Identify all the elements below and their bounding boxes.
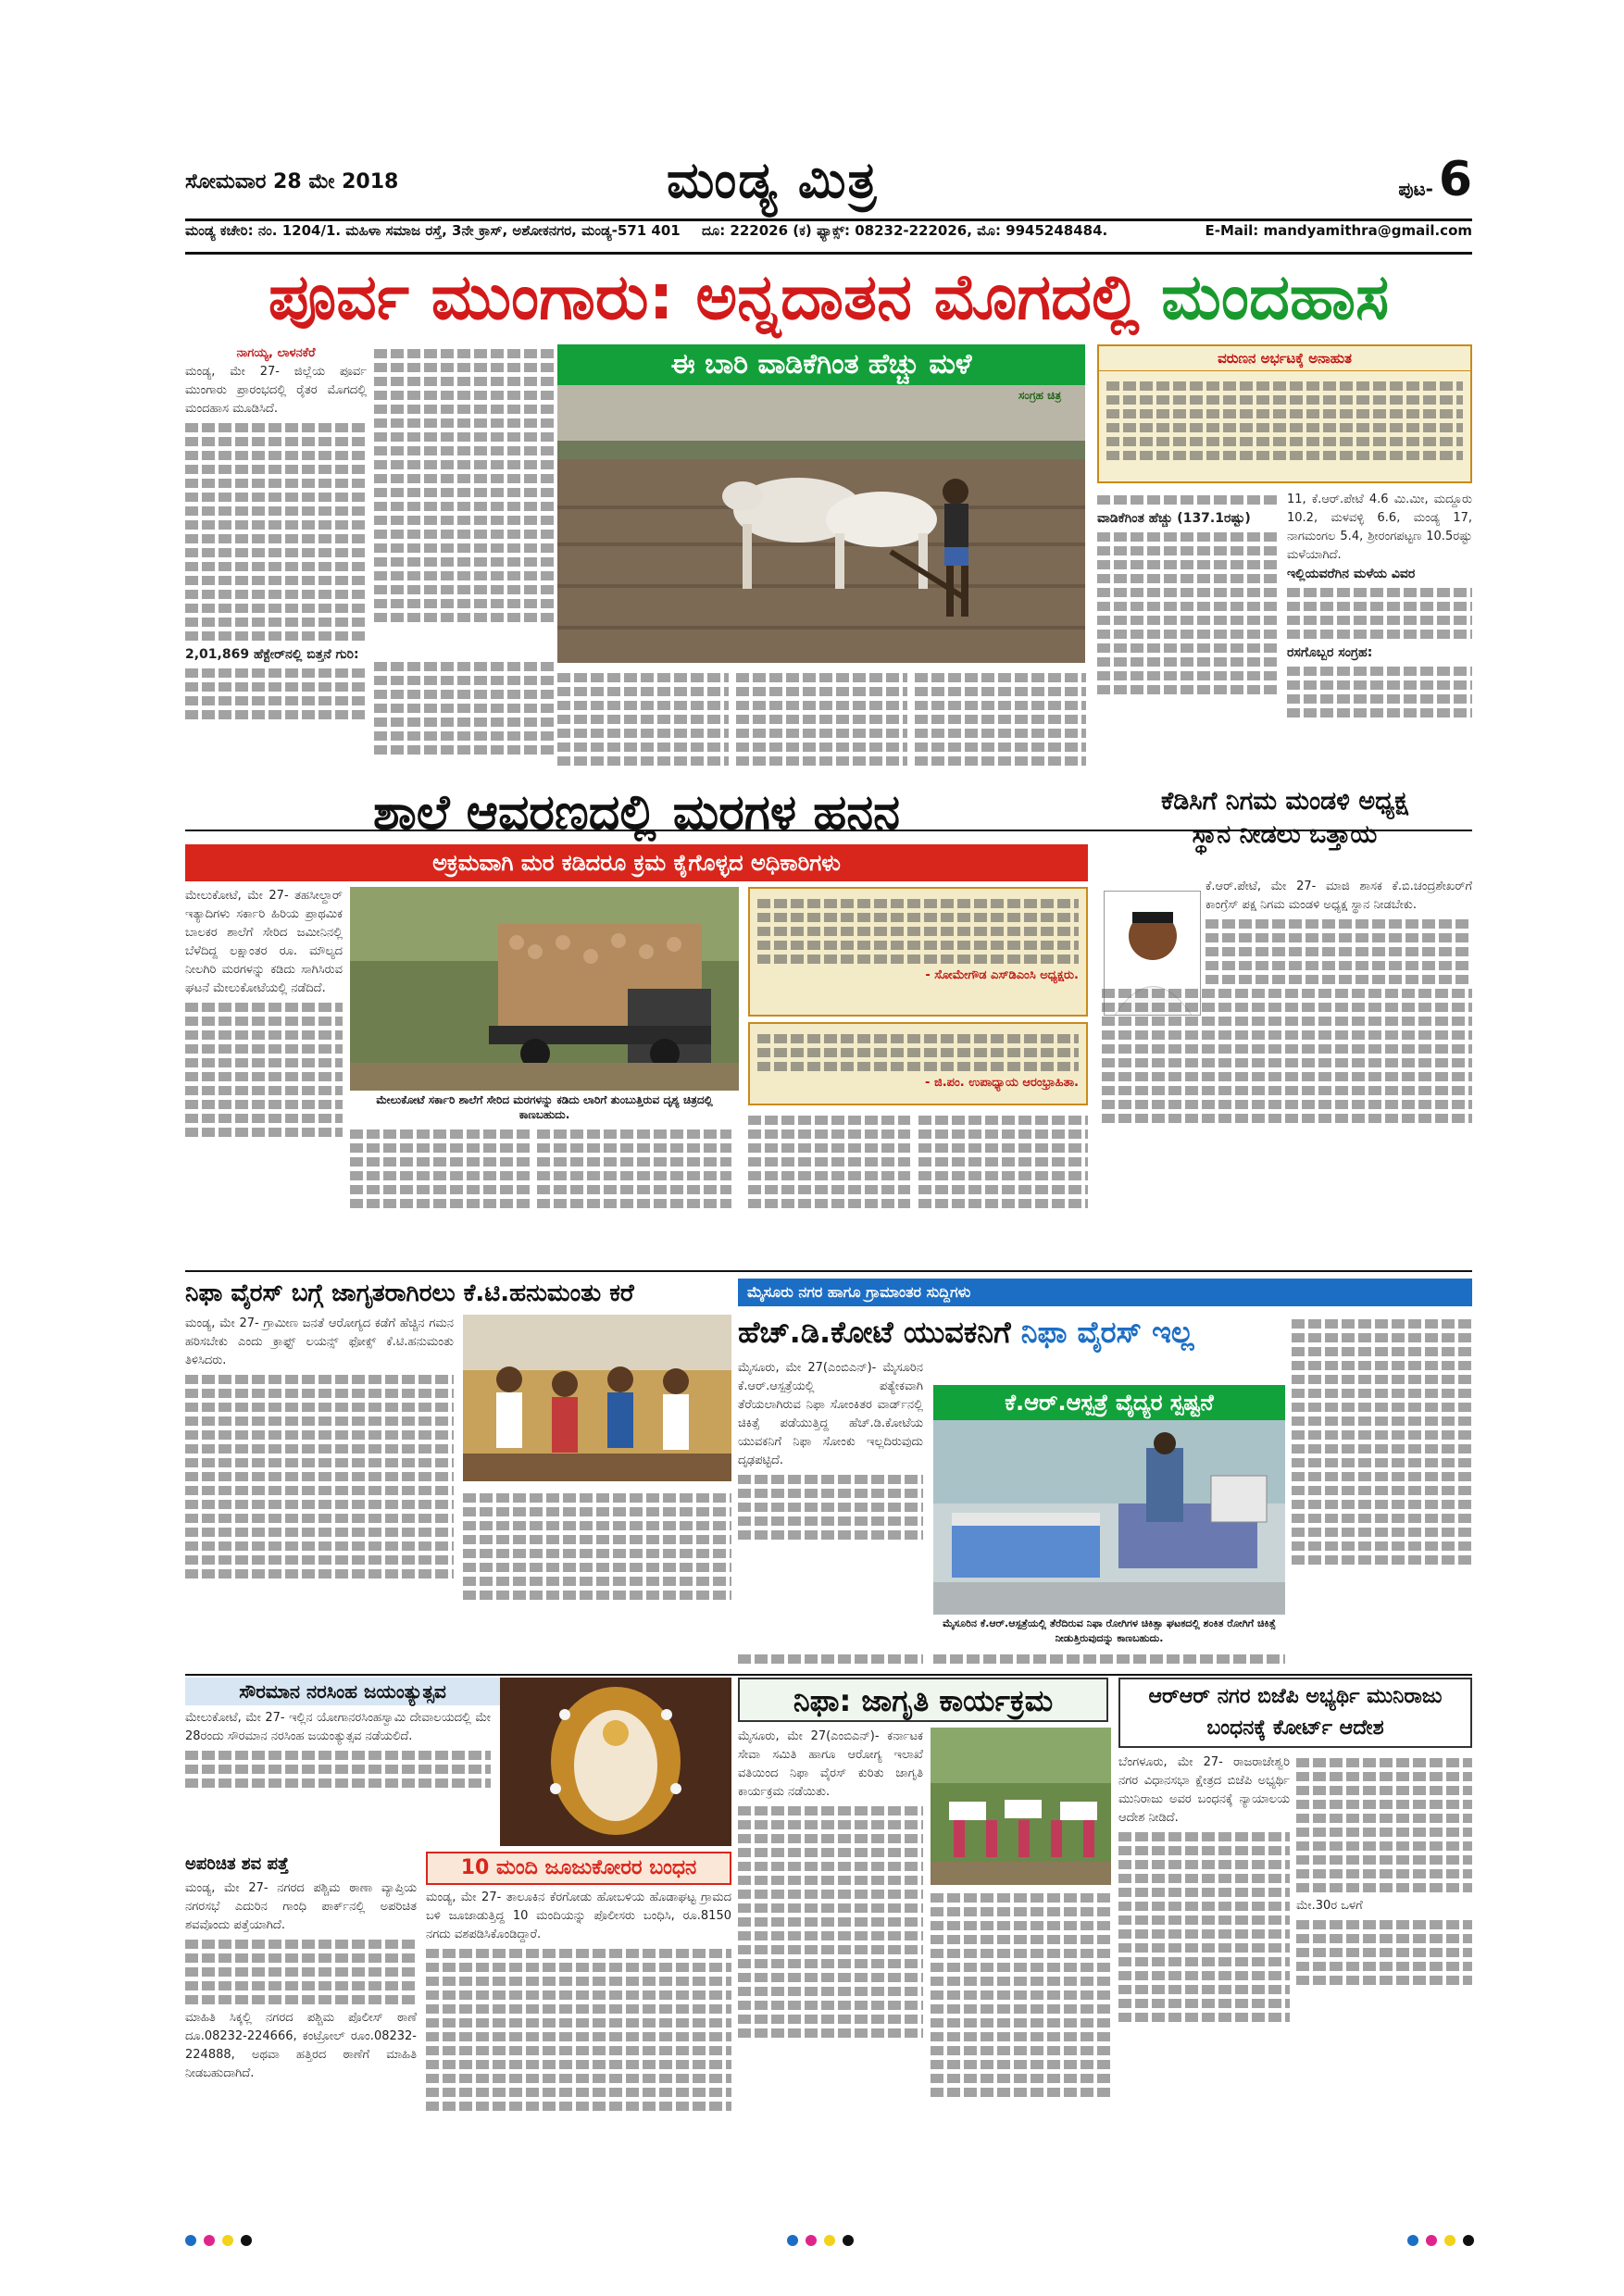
section-rule-2 <box>185 1270 1472 1272</box>
rr-nagar-lead: ಬೆಂಗಳೂರು, ಮೇ 27- ರಾಜರಾಜೇಶ್ವರಿ ನಗರ ವಿಧಾನಸಭಾ ಕ್ಷೇತ್ರದ ಬಿಜೆಪಿ ಅಭ್ಯರ್ಥಿ ಮುನಿರಾಜು ಅವರ ಬಂಧನಕ್ಕೆ ನ್ಯಾಯಾಲಯ ಆದೇಶ ನೀಡಿದೆ. <box>1118 1755 1290 1825</box>
nipah-awareness-col-2 <box>463 1489 731 1666</box>
address-bar <box>185 222 1472 250</box>
farmer-plough-photo <box>557 385 1085 663</box>
main-story-lead: ಮಂಡ್ಯ, ಮೇ 27- ಜಿಲ್ಲೆಯ ಪೂರ್ವ ಮುಂಗಾರು ಪ್ರಾರಂಭದಲ್ಲಿ ರೈತರ ಮೊಗದಲ್ಲಿ ಮಂದಹಾಸ ಮೂಡಿಸಿದೆ. <box>185 365 367 416</box>
hospital-ward-photo <box>933 1420 1285 1615</box>
narasimha-headline: ಸೌರಮಾನ ನರಸಿಂಹ ಜಯಂತ್ಯುತ್ಸವ <box>185 1678 500 1705</box>
office-email: E-Mail: mandyamithra@gmail.com <box>1205 222 1472 239</box>
narasimha-body <box>185 1709 491 1846</box>
unknown-body-contact: ಮಾಹಿತಿ ಸಿಕ್ಕಲ್ಲಿ ನಗರದ ಪಶ್ಚಿಮ ಪೊಲೀಸ್ ಠಾಣೆ ದೂ.08232-224666, ಕಂಟ್ರೋಲ್ ರೂಂ.08232-224888, ಅಥವಾ ಹತ್ತಿರದ ಠಾಣೆಗೆ ಮಾಹಿತಿ ನೀಡಬಹುದಾಗಿದೆ. <box>185 2011 417 2080</box>
logs-truck-caption: ಮೇಲುಕೋಟೆ ಸರ್ಕಾರಿ ಶಾಲೆಗೆ ಸೇರಿದ ಮರಗಳನ್ನು ಕಡಿದು ಲಾರಿಗೆ ತುಂಬುತ್ತಿರುವ ದೃಶ್ಯ ಚಿತ್ರದಲ್ಲಿ ಕಾಣಬಹುದು. <box>376 1093 713 1121</box>
nipah-rally-photo <box>931 1728 1111 1885</box>
registration-marks-left <box>185 2235 252 2246</box>
nipah-program-col-2 <box>931 1889 1111 2231</box>
tree-headline: ಶಾಲೆ ಆವರಣದಲ್ಲಿ ಮರಗಳ ಹನನ <box>372 785 901 841</box>
rain-damage-title: ವರುಣನ ಅರ್ಭಟಕ್ಕೆ ಅನಾಹುತ <box>1099 346 1470 371</box>
tree-story-col-5 <box>918 1111 1088 1264</box>
registration-marks-center <box>787 2235 854 2246</box>
hd-kote-col-1b <box>738 1650 923 1670</box>
newspaper-logo: ಮಂಡ್ಯ ಮಿತ್ರ <box>667 150 879 209</box>
rain-subhead: ವಾಡಿಕೆಗಿಂತ ಹೆಚ್ಚು (137.1ರಷ್ಟು) <box>1097 511 1251 526</box>
rr-nagar-date-note: ಮೇ.30ರ ಒಳಗೆ <box>1296 1899 1363 1913</box>
main-headline <box>185 261 1472 350</box>
gamblers-lead: ಮಂಡ್ಯ, ಮೇ 27- ತಾಲೂಕಿನ ಕೆರಗೋಡು ಹೋಬಳಿಯ ಹೊಡಾಘಟ್ಟ ಗ್ರಾಮದ ಬಳಿ ಜೂಜಾಡುತ್ತಿದ್ದ 10 ಮಂದಿಯನ್ನು ಪೊಲೀಸರು ಬಂಧಿಸಿ, ರೂ.8150 ನಗದು ವಶಪಡಿಸಿಕೊಂಡಿದ್ದಾರೆ. <box>426 1890 731 1941</box>
nipah-program-col-1 <box>738 1728 923 2231</box>
tree-subhead-bar: ಅಕ್ರಮವಾಗಿ ಮರ ಕಡಿದರೂ ಕ್ರಮ ಕೈಗೊಳ್ಳದ ಅಧಿಕಾರಿಗಳು <box>185 844 1088 881</box>
masthead <box>185 150 1472 220</box>
address-rule <box>185 252 1472 255</box>
office-address: ಮಂಡ್ಯ ಕಚೇರಿ: ನಂ. 1204/1. ಮಹಿಳಾ ಸಮಾಜ ರಸ್ತೆ, 3ನೇ ಕ್ರಾಸ್, ಅಶೋಕನಗರ, ಮಂಡ್ಯ-571 401 <box>185 222 681 239</box>
tree-quote-box-1 <box>748 887 1088 1017</box>
tree-story-col-4 <box>748 1111 910 1264</box>
rain-banner: ಈ ಬಾರಿ ವಾಡಿಕೆಗಿಂತ ಹೆಚ್ಚು ಮಳೆ <box>557 344 1085 385</box>
quote-2-author: - ಜಿ.ಪಂ. ಉಪಾಧ್ಯಾಯ ಆರಂಭ್ರಾಹಿತಾ. <box>925 1076 1079 1090</box>
tree-story-col-1 <box>185 887 343 1257</box>
hd-kote-col-1 <box>738 1359 923 1637</box>
main-headline-red: ಪೂರ್ವ ಮುಂಗಾರು: ಅನ್ನದಾತನ ಮೊಗದಲ್ಲಿ <box>268 261 1140 334</box>
tree-story-col-3 <box>537 1125 731 1264</box>
main-story-col-6 <box>1287 491 1472 824</box>
rr-nagar-col-2 <box>1296 1753 1472 2231</box>
section-rule-3 <box>185 1674 1472 1676</box>
tree-quote-box-2 <box>748 1022 1088 1105</box>
page-number: 6 <box>1438 152 1472 207</box>
office-phone: ದೂ: 222026 (ಕ) ಫ್ಯಾಕ್ಸ್: 08232-222026, ಮೊ: 9945248484. <box>701 222 1108 239</box>
rain-detail-subhead: ಇಲ್ಲಿಯವರೆಗಿನ ಮಳೆಯ ವಿವರ <box>1287 567 1416 581</box>
kdc-headline-line-1: ಕೆಡಿಸಿಗೆ ನಿಗಮ ಮಂಡಳಿ ಅಧ್ಯಕ್ಷ <box>1161 787 1408 816</box>
unknown-body-headline: ಅಪರಿಚಿತ ಶವ ಪತ್ತೆ <box>185 1854 289 1874</box>
masthead-rule <box>185 218 1472 221</box>
quote-1-author: - ಸೋಮೇಗೌಡ ಎಸ್‌ಡಿಎಂಸಿ ಅಧ್ಯಕ್ಷರು. <box>925 968 1079 982</box>
photo-credit: ಸಂಗ್ರಹ ಚಿತ್ರ <box>1018 389 1062 402</box>
main-story-body-1 <box>185 423 367 641</box>
logs-truck-photo <box>350 887 739 1091</box>
main-story-col-5 <box>1097 491 1278 824</box>
kdc-story-body <box>1102 878 1472 1262</box>
tree-story-col-2 <box>350 1125 531 1264</box>
tree-story-lead: ಮೇಲುಕೋಟೆ, ಮೇ 27- ತಹಸೀಲ್ದಾರ್ ಇತ್ಯಾದಿಗಳು ಸರ್ಕಾರಿ ಹಿರಿಯ ಪ್ರಾಥಮಿಕ ಬಾಲಕರ ಶಾಲೆಗೆ ಸೇರಿದ ಜಮೀನಿನಲ್ಲಿ ಬೆಳೆದಿದ್ದ ಲಕ್ಷಾಂತರ ರೂ. ಮೌಲ್ಯದ ನೀಲಗಿರಿ ಮರಗಳನ್ನು ಕಡಿದು ಸಾಗಿಸಿರುವ ಘಟನೆ ಮೇಲುಕೋಟೆಯಲ್ಲಿ ನಡೆದಿದೆ. <box>185 889 343 995</box>
kdc-story-lead: ಕೆ.ಆರ್.ಪೇಟೆ, ಮೇ 27- ಮಾಜಿ ಶಾಸಕ ಕೆ.ಬಿ.ಚಂದ್ರಶೇಖರ್‌ಗೆ ಕಾಂಗ್ರೆಸ್ ಪಕ್ಷ ನಿಗಮ ಮಂಡಳಿ ಅಧ್ಯಕ್ಷ ಸ್ಥಾನ ನೀಡಬೇಕು. <box>1206 880 1472 912</box>
mysuru-section-bar: ಮೈಸೂರು ನಗರ ಹಾಗೂ ಗ್ರಾಮಾಂತರ ಸುದ್ದಿಗಳು <box>738 1279 1472 1306</box>
rr-nagar-headline-line-1: ಆರ್‌ಆರ್ ನಗರ ಬಿಜೆಪಿ ಅಭ್ಯರ್ಥಿ ಮುನಿರಾಜು <box>1148 1685 1443 1708</box>
gamblers-headline: 10 ಮಂದಿ ಜೂಜುಕೋರರ ಬಂಧನ <box>426 1852 731 1885</box>
main-story-col-2 <box>374 344 556 650</box>
fertilizer-subhead: ರಸಗೊಬ್ಬರ ಸಂಗ್ರಹ: <box>1287 645 1373 660</box>
hd-kote-headline-blue: ನಿಫಾ ವೈರಸ್ ಇಲ್ಲ <box>1020 1315 1194 1350</box>
page-label: ಪುಟ- <box>1398 178 1433 200</box>
hd-kote-col-right <box>1292 1315 1472 1666</box>
rain-stats: 11, ಕೆ.ಆರ್.ಪೇಟೆ 4.6 ಮಿ.ಮೀ, ಮದ್ದೂರು 10.2, ಮಳವಳ್ಳಿ 6.6, ಮಂಡ್ಯ 17, ನಾಗಮಂಗಲ 5.4, ಶ್ರೀರಂಗಪಟ್ಟಣ 10.5ರಷ್ಟು ಮಳೆಯಾಗಿದೆ. <box>1287 493 1472 562</box>
hd-kote-col-bottom <box>933 1650 1285 1670</box>
main-story-subhead: 2,01,869 ಹೆಕ್ಟೇರ್‌ನಲ್ಲಿ ಬಿತ್ತನೆ ಗುರಿ: <box>185 647 359 662</box>
nipah-awareness-photo <box>463 1315 731 1481</box>
nipah-awareness-col-1 <box>185 1315 454 1666</box>
kdc-headline-line-2: ಸ್ಥಾನ ನೀಡಲು ಒತ್ತಾಯ <box>1192 820 1378 849</box>
gamblers-col <box>426 1889 731 2231</box>
hospital-ward-caption: ಮೈಸೂರಿನ ಕೆ.ಆರ್.ಆಸ್ಪತ್ರೆಯಲ್ಲಿ ತೆರೆದಿರುವ ನಿಫಾ ರೋಗಿಗಳ ಚಿಕಿತ್ಸಾ ಘಟಕದಲ್ಲಿ ಶಂಕಿತ ರೋಗಿಗೆ ಚಿಕಿತ್ಸೆ ನೀಡುತ್ತಿರುವುದನ್ನು ಕಾಣಬಹುದು. <box>943 1617 1276 1644</box>
main-story-byline: ನಾಗಯ್ಯ, ಲಾಳನಕೆರೆ <box>236 346 316 360</box>
narasimha-idol-photo <box>500 1678 731 1846</box>
rain-damage-box <box>1097 344 1472 483</box>
kdc-headline <box>1097 785 1472 852</box>
registration-marks-right <box>1407 2235 1474 2246</box>
hd-kote-headline-black: ಹೆಚ್.ಡಿ.ಕೋಟೆ ಯುವಕನಿಗೆ <box>738 1315 1011 1350</box>
unknown-body-lead: ಮಂಡ್ಯ, ಮೇ 27- ನಗರದ ಪಶ್ಚಿಮ ಠಾಣಾ ವ್ಯಾಪ್ತಿಯ ನಗರಸಭೆ ಎದುರಿನ ಗಾಂಧಿ ಪಾರ್ಕ್‌ನಲ್ಲಿ ಅಪರಿಚಿತ ಶವವೊಂದು ಪತ್ತೆಯಾಗಿದೆ. <box>185 1881 417 1932</box>
nipah-awareness-headline: ನಿಫಾ ವೈರಸ್ ಬಗ್ಗೆ ಜಾಗೃತರಾಗಿರಲು ಕೆ.ಟಿ.ಹನುಮಂತು ಕರೆ <box>185 1279 634 1307</box>
rr-nagar-col-1 <box>1118 1753 1290 2231</box>
narasimha-lead: ಮೇಲುಕೋಟೆ, ಮೇ 27- ಇಲ್ಲಿನ ಯೋಗಾನರಸಿಂಹಸ್ವಾಮಿ ದೇವಾಲಯದಲ್ಲಿ ಮೇ 28ರಂದು ಸೌರಮಾನ ನರಸಿಂಹ ಜಯಂತ್ಯುತ್ಸವ ನಡೆಯಲಿದೆ. <box>185 1711 491 1743</box>
hd-kote-banner: ಕೆ.ಆರ್.ಆಸ್ಪತ್ರೆ ವೈದ್ಯರ ಸ್ಪಷ್ಟನೆ <box>933 1385 1285 1420</box>
rr-nagar-headline-line-2: ಬಂಧನಕ್ಕೆ ಕೋರ್ಟ್ ಆದೇಶ <box>1206 1716 1384 1740</box>
nipah-awareness-lead: ಮಂಡ್ಯ, ಮೇ 27- ಗ್ರಾಮೀಣ ಜನತೆ ಆರೋಗ್ಯದ ಕಡೆಗೆ ಹೆಚ್ಚಿನ ಗಮನ ಹರಿಸಬೇಕು ಎಂದು ಕ್ರಾಫ್ಟ್ ಲಯನ್ಸ್ ಫೋಕ್ಸ್ ಕೆ.ಟಿ.ಹನುಮಂತು ತಿಳಿಸಿದರು. <box>185 1316 454 1367</box>
unknown-body-col <box>185 1879 417 2231</box>
issue-date: ಸೋಮವಾರ 28 ಮೇ 2018 <box>185 170 399 193</box>
hd-kote-lead: ಮೈಸೂರು, ಮೇ 27(ಎಂಬಿಎನ್)- ಮೈಸೂರಿನ ಕೆ.ಆರ್.ಆಸ್ಪತ್ರೆಯಲ್ಲಿ ಪತ್ಯೇಕವಾಗಿ ತೆರೆಯಲಾಗಿರುವ ನಿಫಾ ಸೋಂಕಿತರ ವಾರ್ಡ್‌ನಲ್ಲಿ ಚಿಕಿತ್ಸೆ ಪಡೆಯುತ್ತಿದ್ದ ಹೆಚ್.ಡಿ.ಕೋಟೆಯ ಯುವಕನಿಗೆ ನಿಫಾ ಸೋಂಕು ಇಲ್ಲದಿರುವುದು ದೃಢಪಟ್ಟಿದೆ. <box>738 1361 923 1467</box>
nipah-program-lead: ಮೈಸೂರು, ಮೇ 27(ಎಂಬಿಎನ್)- ಕರ್ನಾಟಕ ಸೇವಾ ಸಮಿತಿ ಹಾಗೂ ಆರೋಗ್ಯ ಇಲಾಖೆ ವತಿಯಿಂದ ನಿಫಾ ವೈರಸ್ ಕುರಿತು ಜಾಗೃತಿ ಕಾರ್ಯಕ್ರಮ ನಡೆಯಿತು. <box>738 1729 923 1799</box>
main-story-col-1 <box>185 344 367 826</box>
nipah-program-headline: ನಿಫಾ: ಜಾಗೃತಿ ಕಾರ್ಯಕ್ರಮ <box>738 1678 1108 1722</box>
rr-nagar-headline <box>1118 1678 1472 1748</box>
main-headline-green: ಮಂದಹಾಸ <box>1161 261 1390 334</box>
